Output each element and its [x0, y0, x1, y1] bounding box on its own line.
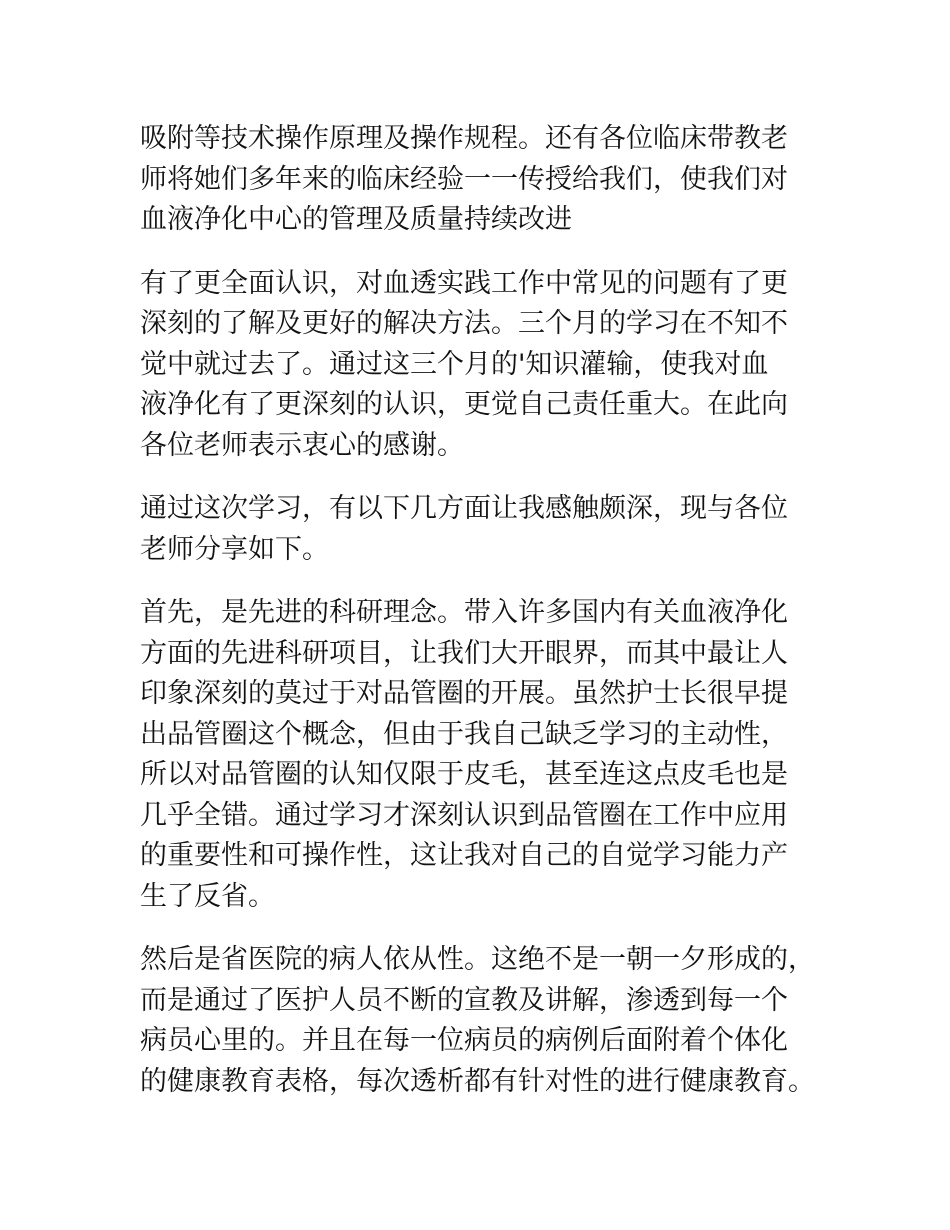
text-line: 通过这次学习，有以下几方面让我感触颇深，现与各位 [140, 493, 788, 524]
paragraph-5 [140, 940, 830, 1102]
text-line: 病员心里的。并且在每一位病员的病例后面附着个体化 [140, 1025, 788, 1056]
text-line: 深刻的了解及更好的解决方法。三个月的学习在不知不 [140, 308, 788, 339]
text-line: 而是通过了医护人员不断的宣教及讲解，渗透到每一个 [140, 984, 788, 1016]
text-line: 有了更全面认识，对血透实践工作中常见的问题有了更 [140, 267, 788, 299]
text-line: 觉中就过去了。通过这三个月的'知识灌输，使我对血 [140, 348, 769, 380]
text-line: 的健康教育表格，每次透析都有针对性的进行健康教育。 [140, 1065, 815, 1097]
text-line: 所以对品管圈的认知仅限于皮毛，甚至连这点皮毛也是 [140, 759, 788, 790]
paragraph-2 [140, 264, 830, 467]
paragraph-1 [140, 119, 830, 241]
text-line: 方面的先进科研项目，让我们大开眼界，而其中最让人 [140, 637, 788, 669]
text-line: 各位老师表示衷心的感谢。 [140, 429, 464, 461]
document-page [140, 119, 830, 1125]
text-line: 液净化有了更深刻的认识，更觉自己责任重大。在此向 [140, 389, 788, 420]
text-line: 生了反省。 [140, 880, 275, 912]
text-line: 印象深刻的莫过于对品管圈的开展。虽然护士长很早提 [140, 678, 788, 709]
text-line: 吸附等技术操作原理及操作规程。还有各位临床带教老 [140, 123, 788, 154]
text-line: 首先，是先进的科研理念。带入许多国内有关血液净化 [140, 597, 788, 628]
paragraph-4 [140, 593, 830, 917]
text-line: 然后是省医院的病人依从性。这绝不是一朝一夕形成的， [140, 944, 815, 975]
text-line: 几乎全错。通过学习才深刻认识到品管圈在工作中应用 [140, 799, 788, 831]
text-line: 老师分享如下。 [140, 533, 329, 565]
text-line: 的重要性和可操作性，这让我对自己的自觉学习能力产 [140, 840, 788, 871]
text-line: 血液净化中心的管理及质量持续改进 [140, 204, 572, 235]
paragraph-3 [140, 489, 830, 570]
text-line: 师将她们多年来的临床经验一一传授给我们，使我们对 [140, 163, 788, 195]
text-line: 出品管圈这个概念，但由于我自己缺乏学习的主动性， [140, 718, 788, 750]
